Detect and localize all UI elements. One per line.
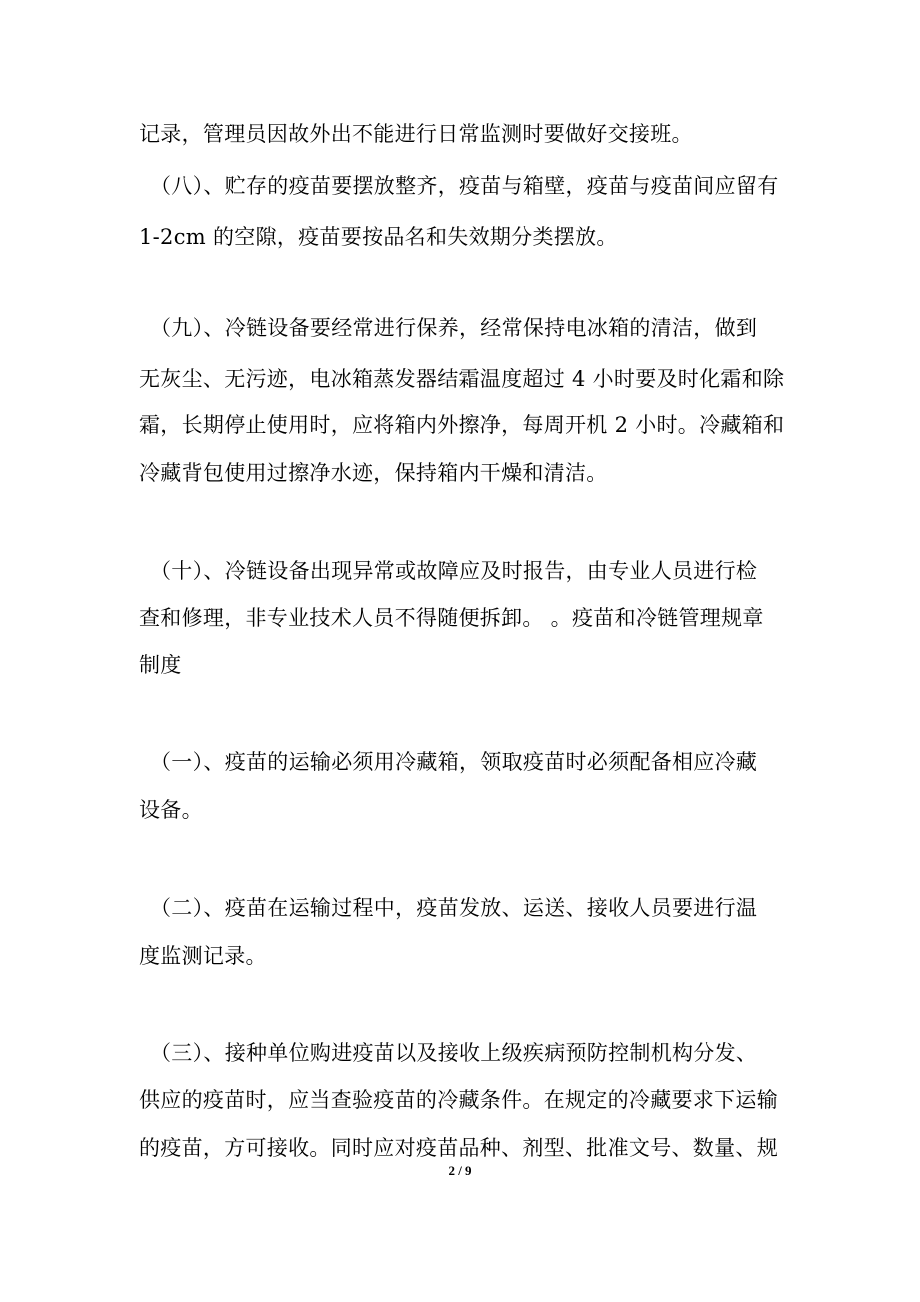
text-line: 供应的疫苗时，应当查验疫苗的冷藏条件。在规定的冷藏要求下运输 <box>139 1088 778 1112</box>
text-line: （二）、疫苗在运输过程中，疫苗发放、运送、接收人员要进行温 <box>150 896 758 920</box>
text-line: 无灰尘、无污迹，电冰箱蒸发器结霜温度超过 4 小时要及时化霜和除 <box>139 367 785 391</box>
text-line: 记录，管理员因故外出不能进行日常监测时要做好交接班。 <box>139 122 693 146</box>
text-line: （九）、冷链设备要经常进行保养，经常保持电冰箱的清洁，做到 <box>150 316 758 340</box>
text-line: 设备。 <box>139 798 203 822</box>
text-line: 1-2cm 的空隙，疫苗要按品名和失效期分类摆放。 <box>139 225 618 249</box>
text-line: 制度 <box>139 653 182 677</box>
text-line: 度监测记录。 <box>139 944 267 968</box>
text-line: （三）、接种单位购进疫苗以及接收上级疾病预防控制机构分发、 <box>150 1041 758 1065</box>
text-line: （十）、冷链设备出现异常或故障应及时报告，由专业人员进行检 <box>150 559 758 583</box>
text-line: 的疫苗，方可接收。同时应对疫苗品种、剂型、批准文号、数量、规 <box>139 1136 778 1160</box>
text-line: 霜，长期停止使用时，应将箱内外擦净，每周开机 2 小时。冷藏箱和 <box>139 413 785 437</box>
page-number: 2 / 9 <box>448 1163 472 1178</box>
text-line: 查和修理，非专业技术人员不得随便拆卸。 。疫苗和冷链管理规章 <box>139 606 764 630</box>
text-line: 冷藏背包使用过擦净水迹，保持箱内干燥和清洁。 <box>139 461 608 485</box>
text-line: （一）、疫苗的运输必须用冷藏箱，领取疫苗时必须配备相应冷藏 <box>150 750 758 774</box>
text-line: （八）、贮存的疫苗要摆放整齐，疫苗与箱壁，疫苗与疫苗间应留有 <box>150 174 779 198</box>
